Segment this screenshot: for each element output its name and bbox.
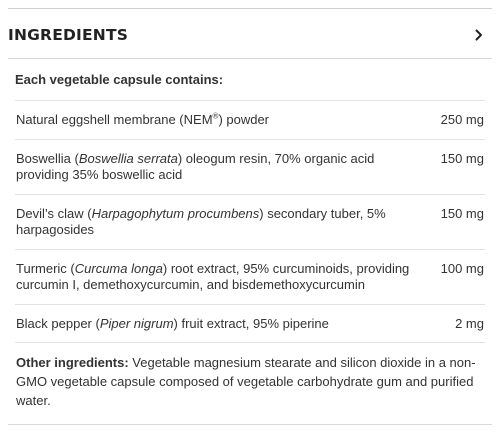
- ingredient-text: Boswellia (: [16, 150, 79, 166]
- ingredient-text: Natural eggshell membrane (NEM: [16, 112, 213, 127]
- ingredients-panel: [8, 58, 492, 425]
- ingredient-amount: 150 mg: [440, 150, 484, 166]
- ingredient-text: Black pepper (: [16, 315, 100, 331]
- ingredient-text: ) root extract, 95% curcuminoids, providing curcumin I, demethoxycurcumin, and bisdemethoxycurcumin: [16, 260, 410, 292]
- ingredient-list: [15, 100, 485, 342]
- ingredient-amount: 250 mg: [440, 112, 484, 127]
- section-title: INGREDIENTS: [8, 26, 129, 44]
- ingredient-description: [16, 316, 426, 333]
- ingredient-text: ) oleogum resin, 70% organic acid providing 35% boswellic acid: [16, 150, 375, 182]
- chevron-right-icon[interactable]: [472, 28, 486, 42]
- ingredient-row: [15, 100, 485, 139]
- ingredient-description: [16, 151, 426, 184]
- ingredient-amount: 100 mg: [440, 260, 484, 276]
- ingredient-description: [16, 112, 426, 129]
- ingredient-row: [15, 194, 485, 249]
- ingredient-description: [16, 206, 426, 239]
- ingredient-row: [15, 139, 485, 194]
- latin-name: Harpagophytum procumbens: [91, 205, 260, 221]
- other-ingredients-text: Vegetable magnesium stearate and silicon dioxide in a non-GMO vegetable capsule composed of vegetable carbohydrate gum and purified water.: [16, 355, 476, 408]
- ingredient-row: [15, 304, 485, 343]
- trademark-mark: ®: [212, 111, 219, 121]
- ingredient-text: ) powder: [218, 112, 270, 127]
- ingredient-description: [16, 261, 426, 294]
- ingredient-text: ) secondary tuber, 5% harpagosides: [16, 205, 386, 237]
- other-ingredients: [15, 342, 485, 424]
- latin-name: Curcuma longa: [74, 260, 163, 276]
- top-divider: [8, 8, 492, 9]
- ingredient-text: Turmeric (: [16, 260, 75, 276]
- latin-name: Piper nigrum: [99, 315, 174, 331]
- other-ingredients-label: Other ingredients:: [16, 355, 129, 370]
- ingredient-amount: 150 mg: [440, 205, 484, 221]
- ingredients-accordion-header[interactable]: [8, 16, 492, 54]
- ingredient-text: ) fruit extract, 95% piperine: [173, 315, 329, 331]
- ingredient-text: Devil’s claw (: [16, 205, 92, 221]
- capsule-caption: Each vegetable capsule contains:: [15, 72, 224, 87]
- ingredient-amount: 2 mg: [455, 315, 484, 331]
- latin-name: Boswellia serrata: [78, 150, 178, 166]
- ingredient-row: [15, 249, 485, 304]
